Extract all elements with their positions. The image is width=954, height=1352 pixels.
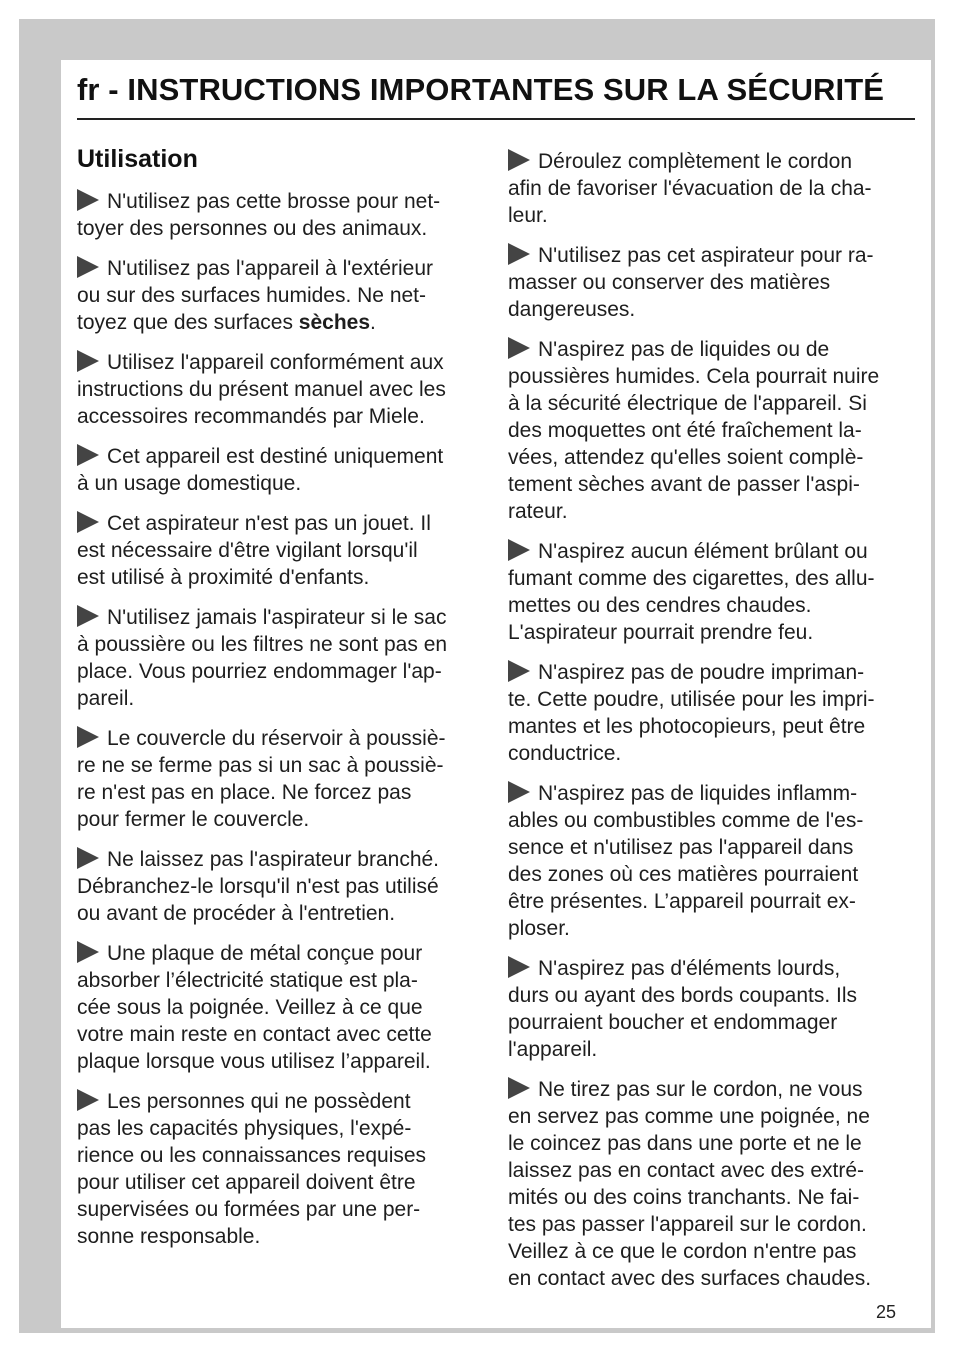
instruction-text: N'aspirez pas de liquides ou de poussières humides. Cela pourrait nuire à la sécurité électrique de l'appareil. Si des moquettes ont été fraîchement la- vées, attendez qu'elles soient complè- tement sèches avant de passer l'aspi- rateur. — [508, 338, 880, 523]
instruction-item — [508, 955, 918, 1063]
instruction-text: N'aspirez pas d'éléments lourds, durs ou ayant des bords coupants. Ils pourraient boucher et endommager l'appareil. — [508, 957, 858, 1061]
instruction-text: Cet aspirateur n'est pas un jouet. Il est nécessaire d'être vigilant lorsqu'il est utilisé à proximité d'enfants. — [77, 512, 431, 589]
right-items — [508, 148, 918, 1292]
page-title: fr - INSTRUCTIONS IMPORTANTES SUR LA SÉCURITÉ — [77, 72, 885, 107]
bullet-arrow-icon — [508, 956, 530, 978]
instruction-text: Ne laissez pas l'aspirateur branché. Débranchez-le lorsqu'il n'est pas utilisé ou avant de procéder à l'entretien. — [77, 848, 440, 925]
instruction-item — [508, 780, 918, 942]
instruction-text: Le couvercle du réservoir à poussiè- re ne se ferme pas si un sac à poussiè- re n'est pas en place. Ne forcez pas pour fermer le couvercle. — [77, 727, 446, 831]
page-number: 25 — [875, 1302, 896, 1322]
instruction-item — [77, 846, 487, 927]
instruction-item — [77, 255, 487, 336]
instruction-text: N'utilisez jamais l'aspirateur si le sac à poussière ou les filtres ne sont pas en place. Vous pourriez endommager l'ap- pareil. — [77, 606, 448, 710]
instruction-text: Ne tirez pas sur le cordon, ne vous en servez pas comme une poignée, ne le coincez pas dans une porte et ne le laissez pas en contact avec des extré- mités ou des coins tranchants. Ne fai- tes pas passer l'appareil sur le cordon. Veillez à ce que le cordon n'entre pas en contact avec des surfaces chaudes. — [508, 1078, 872, 1290]
bullet-arrow-icon — [77, 726, 99, 748]
instruction-item — [508, 1076, 918, 1292]
instruction-item — [77, 443, 487, 497]
instruction-item — [77, 1088, 487, 1250]
instruction-text: Cet appareil est destiné uniquement à un usage domestique. — [77, 445, 444, 495]
instruction-text-end: . — [370, 311, 376, 334]
bullet-arrow-icon — [77, 847, 99, 869]
instruction-item — [77, 510, 487, 591]
document-page — [61, 60, 931, 1328]
instruction-item — [508, 336, 918, 525]
bullet-arrow-icon — [508, 243, 530, 265]
bullet-arrow-icon — [508, 781, 530, 803]
bullet-arrow-icon — [508, 1077, 530, 1099]
bullet-arrow-icon — [508, 337, 530, 359]
instruction-text: Une plaque de métal conçue pour absorber l’électricité statique est pla- cée sous la poignée. Veillez à ce que votre main reste en contact avec cette plaque lorsque vous utilisez l’appareil. — [77, 942, 432, 1073]
bullet-arrow-icon — [77, 605, 99, 627]
title-divider — [77, 118, 915, 120]
instruction-text: Déroulez complètement le cordon afin de favoriser l'évacuation de la cha- leur. — [508, 150, 872, 227]
instruction-text: N'utilisez pas l'appareil à l'extérieur ou sur des surfaces humides. Ne net- toyez que des surfaces — [77, 257, 434, 334]
bullet-arrow-icon — [77, 941, 99, 963]
instruction-item — [77, 349, 487, 430]
right-column — [508, 148, 918, 1305]
instruction-text: N'utilisez pas cet aspirateur pour ra- masser ou conserver des matières dangereuses. — [508, 244, 874, 321]
instruction-text: Les personnes qui ne possèdent pas les capacités physiques, l'expé- rience ou les connaissances requises pour utiliser cet appareil doivent être supervisées ou formées par une per- sonne responsable. — [77, 1090, 427, 1248]
bullet-arrow-icon — [77, 444, 99, 466]
instruction-text: N'aspirez pas de liquides inflamm- ables ou combustibles comme de l'es- sence et n'utilisez pas l'appareil dans des zones où ces matières pourraient être présentes. L’appareil pourrait ex- ploser. — [508, 782, 864, 940]
bullet-arrow-icon — [508, 149, 530, 171]
section-heading: Utilisation — [77, 145, 198, 173]
instruction-item — [508, 538, 918, 646]
left-column — [77, 144, 487, 1263]
instruction-text: Utilisez l'appareil conformément aux instructions du présent manuel avec les accessoires recommandés par Miele. — [77, 351, 446, 428]
instruction-text: N'utilisez pas cette brosse pour net- toyer des personnes ou des animaux. — [77, 190, 441, 240]
bullet-arrow-icon — [77, 350, 99, 372]
instruction-text: N'aspirez pas de poudre impriman- te. Cette poudre, utilisée pour les impri- mantes et les photocopieurs, peut être conductrice. — [508, 661, 875, 765]
instruction-item — [508, 659, 918, 767]
bullet-arrow-icon — [77, 1089, 99, 1111]
instruction-item — [77, 940, 487, 1075]
instruction-item — [508, 242, 918, 323]
bullet-arrow-icon — [508, 539, 530, 561]
bullet-arrow-icon — [77, 189, 99, 211]
instruction-emphasis: sèches — [298, 311, 371, 334]
instruction-item — [77, 604, 487, 712]
bullet-arrow-icon — [77, 256, 99, 278]
bullet-arrow-icon — [77, 511, 99, 533]
bullet-arrow-icon — [508, 660, 530, 682]
instruction-item — [77, 188, 487, 242]
instruction-text: N'aspirez aucun élément brûlant ou fumant comme des cigarettes, des allu- mettes ou des cendres chaudes. L'aspirateur pourrait prendre feu. — [508, 540, 875, 644]
instruction-item — [508, 148, 918, 229]
instruction-item — [77, 725, 487, 833]
left-items — [77, 188, 487, 1250]
page-border — [19, 19, 935, 1333]
